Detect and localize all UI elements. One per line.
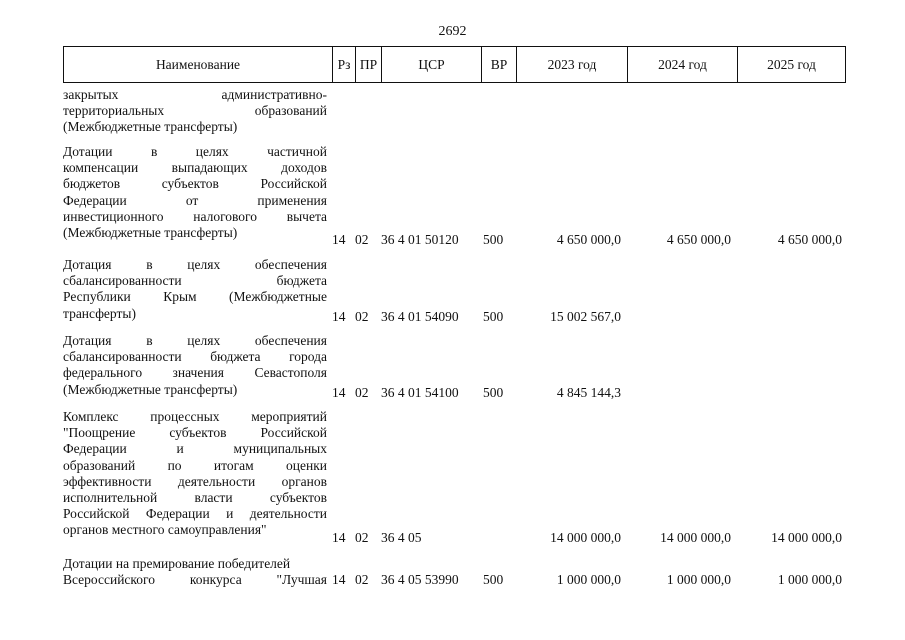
row-csr: 36 4 01 54100: [381, 385, 459, 400]
row-rz: 14: [332, 232, 346, 247]
row-name-line: бюджетов субъектов Российской: [63, 176, 327, 192]
row-name: [63, 144, 327, 241]
row-name-line: Федерации от применения: [63, 192, 327, 208]
row-rz: 14: [332, 530, 346, 545]
row-name-line: эффективности деятельности органов: [63, 473, 327, 489]
row-name: [63, 409, 327, 539]
row-name-line: Всероссийского конкурса "Лучшая: [63, 572, 327, 588]
row-vr: 500: [483, 309, 504, 324]
row-name-line: сбалансированности бюджета: [63, 273, 327, 289]
row-name-line: закрытых административно-: [63, 87, 327, 102]
row-name-line: территориальных образований: [63, 103, 327, 119]
row-name-line: трансферты): [63, 305, 136, 321]
row-csr: 36 4 01 54090: [381, 309, 459, 324]
row-name-line: "Поощрение субъектов Российской: [63, 425, 327, 441]
row-name-line: образований по итогам оценки: [63, 457, 327, 473]
row-name-line: Дотации на премирование победителей: [63, 556, 291, 571]
row-name-line: (Межбюджетные трансферты): [63, 381, 238, 397]
row-value-2023: 1 000 000,0: [556, 572, 621, 587]
header-2024: 2024 год: [628, 47, 738, 83]
row-name-line: (Межбюджетные трансферты): [63, 224, 238, 240]
row-value-2024: 14 000 000,0: [660, 530, 731, 545]
row-pr: 02: [355, 572, 369, 587]
row-rz: 14: [332, 385, 346, 400]
row-value-2023: 4 650 000,0: [556, 232, 621, 247]
header-rz: Рз: [333, 47, 356, 83]
row-pr: 02: [355, 232, 369, 247]
header-2023: 2023 год: [517, 47, 628, 83]
row-vr: 500: [483, 572, 504, 587]
row-name-line: Дотация в целях обеспечения: [63, 257, 327, 272]
table-header: [63, 46, 846, 83]
row-name: [63, 257, 327, 322]
header-pr: ПР: [356, 47, 382, 83]
row-name-line: Республики Крым (Межбюджетные: [63, 289, 327, 305]
row-name-line: Дотация в целях обеспечения: [63, 333, 327, 348]
row-name-line: исполнительной власти субъектов: [63, 489, 327, 505]
row-name: [63, 87, 327, 136]
row-rz: 14: [332, 309, 346, 324]
row-rz: 14: [332, 572, 346, 587]
row-name-line: Дотации в целях частичной: [63, 144, 327, 159]
row-value-2025: 4 650 000,0: [777, 232, 842, 247]
page-number: 2692: [438, 24, 467, 39]
row-name: [63, 333, 327, 398]
row-name: [63, 556, 327, 588]
header-csr: ЦСР: [382, 47, 482, 83]
row-value-2024: 1 000 000,0: [666, 572, 731, 587]
row-pr: 02: [355, 309, 369, 324]
header-vr: ВР: [482, 47, 517, 83]
row-name-line: (Межбюджетные трансферты): [63, 119, 238, 135]
row-vr: 500: [483, 232, 504, 247]
row-name-line: сбалансированности бюджета города: [63, 349, 327, 365]
row-name-line: компенсации выпадающих доходов: [63, 160, 327, 176]
header-2025: 2025 год: [738, 47, 846, 83]
row-value-2023: 4 845 144,3: [556, 385, 621, 400]
row-vr: 500: [483, 385, 504, 400]
row-value-2025: 1 000 000,0: [777, 572, 842, 587]
row-csr: 36 4 05: [381, 530, 422, 545]
row-name-line: Российской Федерации и деятельности: [63, 506, 327, 522]
row-name-line: инвестиционного налогового вычета: [63, 208, 327, 224]
row-pr: 02: [355, 530, 369, 545]
row-value-2024: 4 650 000,0: [666, 232, 731, 247]
row-name-line: органов местного самоуправления": [63, 522, 267, 538]
row-name-line: Федерации и муниципальных: [63, 441, 327, 457]
row-name-line: федерального значения Севастополя: [63, 365, 327, 381]
row-csr: 36 4 01 50120: [381, 232, 459, 247]
row-value-2023: 14 000 000,0: [550, 530, 621, 545]
row-value-2025: 14 000 000,0: [771, 530, 842, 545]
row-pr: 02: [355, 385, 369, 400]
header-name: Наименование: [64, 47, 333, 83]
row-value-2023: 15 002 567,0: [550, 309, 621, 324]
row-name-line: Комплекс процессных мероприятий: [63, 409, 327, 424]
row-csr: 36 4 05 53990: [381, 572, 459, 587]
